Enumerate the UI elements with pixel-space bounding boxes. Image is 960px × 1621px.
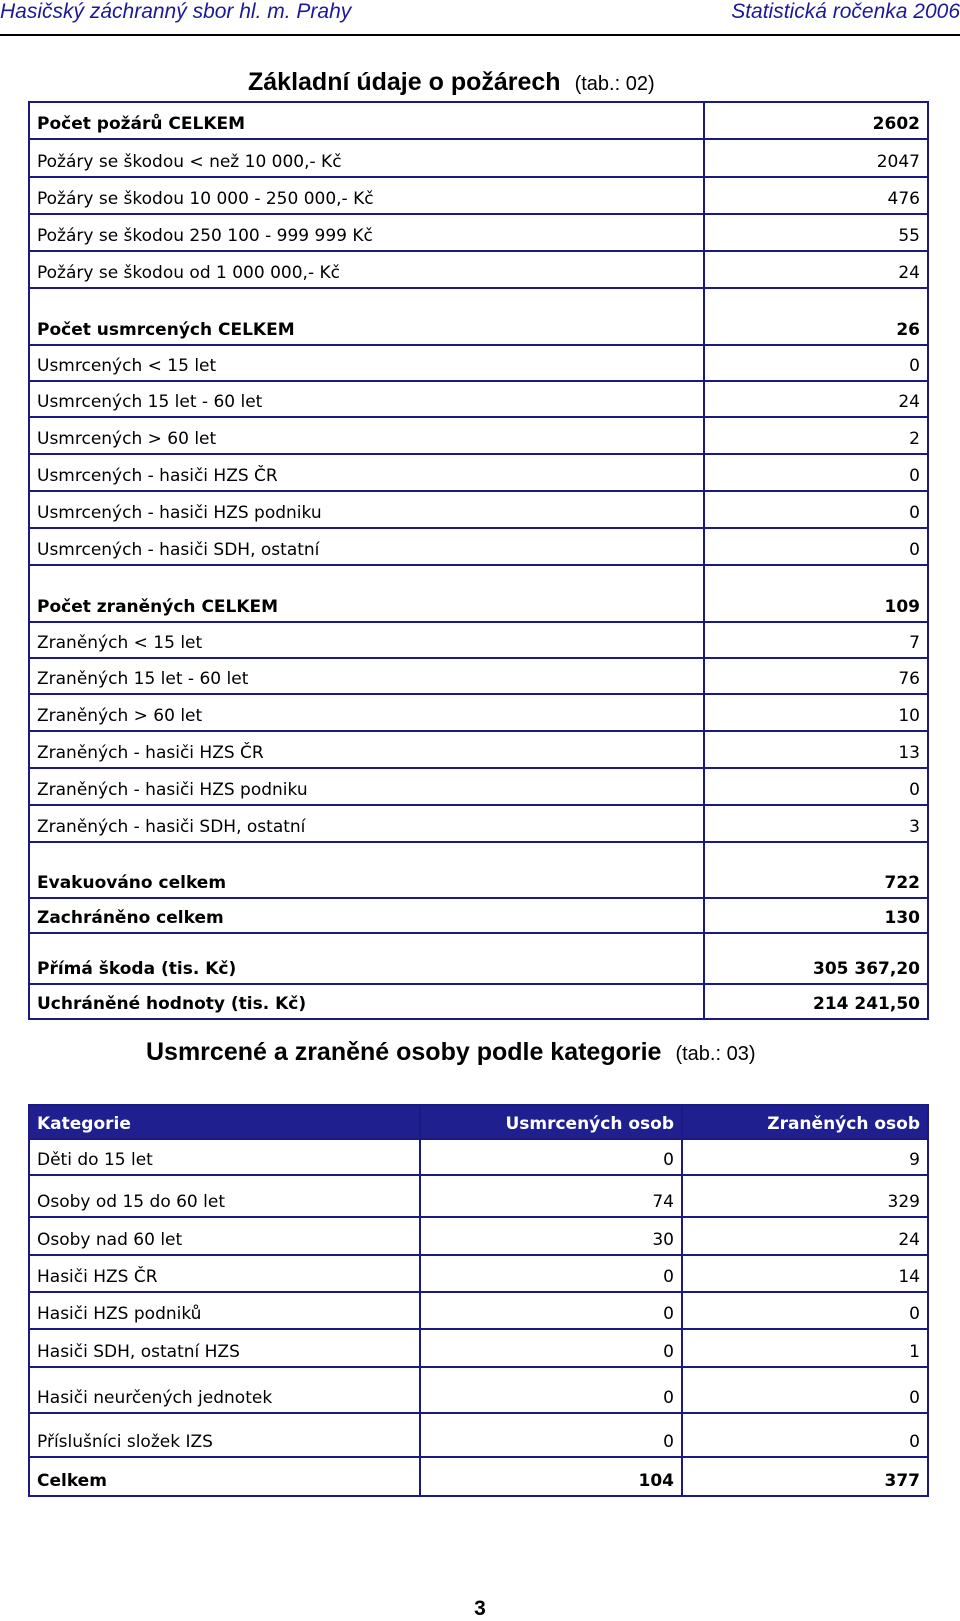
row-label: Usmrcených > 60 let [29, 417, 704, 454]
row-value: 10 [704, 694, 928, 731]
table-header-row [29, 1105, 928, 1139]
row-killed: 104 [420, 1457, 682, 1496]
row-value: 214 241,50 [704, 984, 928, 1019]
header-rule [0, 34, 960, 36]
row-killed: 0 [420, 1413, 682, 1457]
table1-heading [248, 68, 655, 97]
row-label: Počet usmrcených CELKEM [29, 288, 704, 345]
row-category: Hasiči HZS podniků [29, 1292, 420, 1329]
row-value: 109 [704, 565, 928, 622]
row-category: Hasiči HZS ČR [29, 1255, 420, 1292]
row-label: Zraněných 15 let - 60 let [29, 658, 704, 694]
row-killed: 0 [420, 1367, 682, 1413]
fire-summary-table [28, 101, 929, 1020]
table-row [29, 102, 928, 139]
row-injured: 377 [682, 1457, 928, 1496]
table-row [29, 984, 928, 1019]
row-label: Požáry se škodou 10 000 - 250 000,- Kč [29, 177, 704, 214]
page-header [0, 0, 960, 34]
row-value: 0 [704, 768, 928, 805]
row-value: 0 [704, 345, 928, 381]
table-row [29, 1292, 928, 1329]
header-organization: Hasičský záchranný sbor hl. m. Prahy [0, 0, 352, 23]
table-row [29, 768, 928, 805]
table-row [29, 694, 928, 731]
table-row [29, 898, 928, 933]
table1-title: Základní údaje o požárech [248, 68, 561, 96]
row-label: Usmrcených - hasiči HZS ČR [29, 454, 704, 491]
row-killed: 74 [420, 1175, 682, 1217]
table2-heading [146, 1038, 756, 1067]
row-label: Evakuováno celkem [29, 842, 704, 898]
row-value: 76 [704, 658, 928, 694]
row-killed: 0 [420, 1255, 682, 1292]
row-value: 2047 [704, 139, 928, 177]
page-number: 3 [474, 1597, 486, 1620]
row-injured: 9 [682, 1139, 928, 1175]
row-injured: 329 [682, 1175, 928, 1217]
row-injured: 0 [682, 1367, 928, 1413]
row-injured: 14 [682, 1255, 928, 1292]
row-label: Požáry se škodou od 1 000 000,- Kč [29, 251, 704, 288]
row-label: Zraněných > 60 let [29, 694, 704, 731]
table-row [29, 933, 928, 984]
row-value: 722 [704, 842, 928, 898]
row-killed: 30 [420, 1217, 682, 1255]
table-row [29, 139, 928, 177]
row-category: Hasiči SDH, ostatní HZS [29, 1329, 420, 1367]
row-value: 55 [704, 214, 928, 251]
table2-title: Usmrcené a zraněné osoby podle kategorie [146, 1038, 662, 1066]
table-row [29, 1413, 928, 1457]
row-injured: 1 [682, 1329, 928, 1367]
row-value: 2602 [704, 102, 928, 139]
header-publication: Statistická ročenka 2006 [731, 0, 960, 23]
table-row [29, 1329, 928, 1367]
row-category: Děti do 15 let [29, 1139, 420, 1175]
table-row [29, 528, 928, 565]
column-header-category: Kategorie [29, 1105, 420, 1139]
row-label: Uchráněné hodnoty (tis. Kč) [29, 984, 704, 1019]
row-category: Osoby nad 60 let [29, 1217, 420, 1255]
table-row [29, 491, 928, 528]
row-label: Počet zraněných CELKEM [29, 565, 704, 622]
table-row [29, 1139, 928, 1175]
row-label: Zraněných < 15 let [29, 622, 704, 658]
table-row [29, 288, 928, 345]
row-label: Požáry se škodou 250 100 - 999 999 Kč [29, 214, 704, 251]
column-header-killed: Usmrcených osob [420, 1105, 682, 1139]
table-row [29, 565, 928, 622]
row-killed: 0 [420, 1139, 682, 1175]
row-injured: 24 [682, 1217, 928, 1255]
table-row [29, 345, 928, 381]
table-row [29, 214, 928, 251]
table-row [29, 1217, 928, 1255]
row-label: Zraněných - hasiči HZS podniku [29, 768, 704, 805]
row-value: 24 [704, 251, 928, 288]
row-value: 26 [704, 288, 928, 345]
row-killed: 0 [420, 1292, 682, 1329]
row-label: Zraněných - hasiči SDH, ostatní [29, 805, 704, 842]
row-value: 2 [704, 417, 928, 454]
table-row [29, 417, 928, 454]
row-label: Přímá škoda (tis. Kč) [29, 933, 704, 984]
table-row [29, 658, 928, 694]
table2-tab-ref: (tab.: 03) [675, 1043, 756, 1065]
table-row [29, 251, 928, 288]
row-category: Příslušníci složek IZS [29, 1413, 420, 1457]
table-row [29, 842, 928, 898]
row-injured: 0 [682, 1292, 928, 1329]
row-label: Usmrcených 15 let - 60 let [29, 381, 704, 417]
row-label: Usmrcených - hasiči SDH, ostatní [29, 528, 704, 565]
table-row [29, 1255, 928, 1292]
row-value: 0 [704, 528, 928, 565]
table-row [29, 1175, 928, 1217]
row-value: 476 [704, 177, 928, 214]
table-row [29, 454, 928, 491]
row-injured: 0 [682, 1413, 928, 1457]
table-row [29, 622, 928, 658]
row-label: Usmrcených < 15 let [29, 345, 704, 381]
table1-tab-ref: (tab.: 02) [574, 73, 655, 95]
row-killed: 0 [420, 1329, 682, 1367]
row-label: Usmrcených - hasiči HZS podniku [29, 491, 704, 528]
table-row [29, 731, 928, 768]
row-label: Počet požárů CELKEM [29, 102, 704, 139]
table-row [29, 805, 928, 842]
row-value: 13 [704, 731, 928, 768]
column-header-injured: Zraněných osob [682, 1105, 928, 1139]
casualties-by-category-table [28, 1104, 929, 1497]
row-value: 0 [704, 454, 928, 491]
row-category: Hasiči neurčených jednotek [29, 1367, 420, 1413]
row-value: 130 [704, 898, 928, 933]
row-category: Celkem [29, 1457, 420, 1496]
row-value: 7 [704, 622, 928, 658]
row-value: 305 367,20 [704, 933, 928, 984]
row-value: 3 [704, 805, 928, 842]
row-label: Požáry se škodou < než 10 000,- Kč [29, 139, 704, 177]
row-label: Zachráněno celkem [29, 898, 704, 933]
row-value: 24 [704, 381, 928, 417]
row-label: Zraněných - hasiči HZS ČR [29, 731, 704, 768]
row-value: 0 [704, 491, 928, 528]
row-category: Osoby od 15 do 60 let [29, 1175, 420, 1217]
table-row [29, 1457, 928, 1496]
table-row [29, 177, 928, 214]
table-row [29, 1367, 928, 1413]
table-row [29, 381, 928, 417]
